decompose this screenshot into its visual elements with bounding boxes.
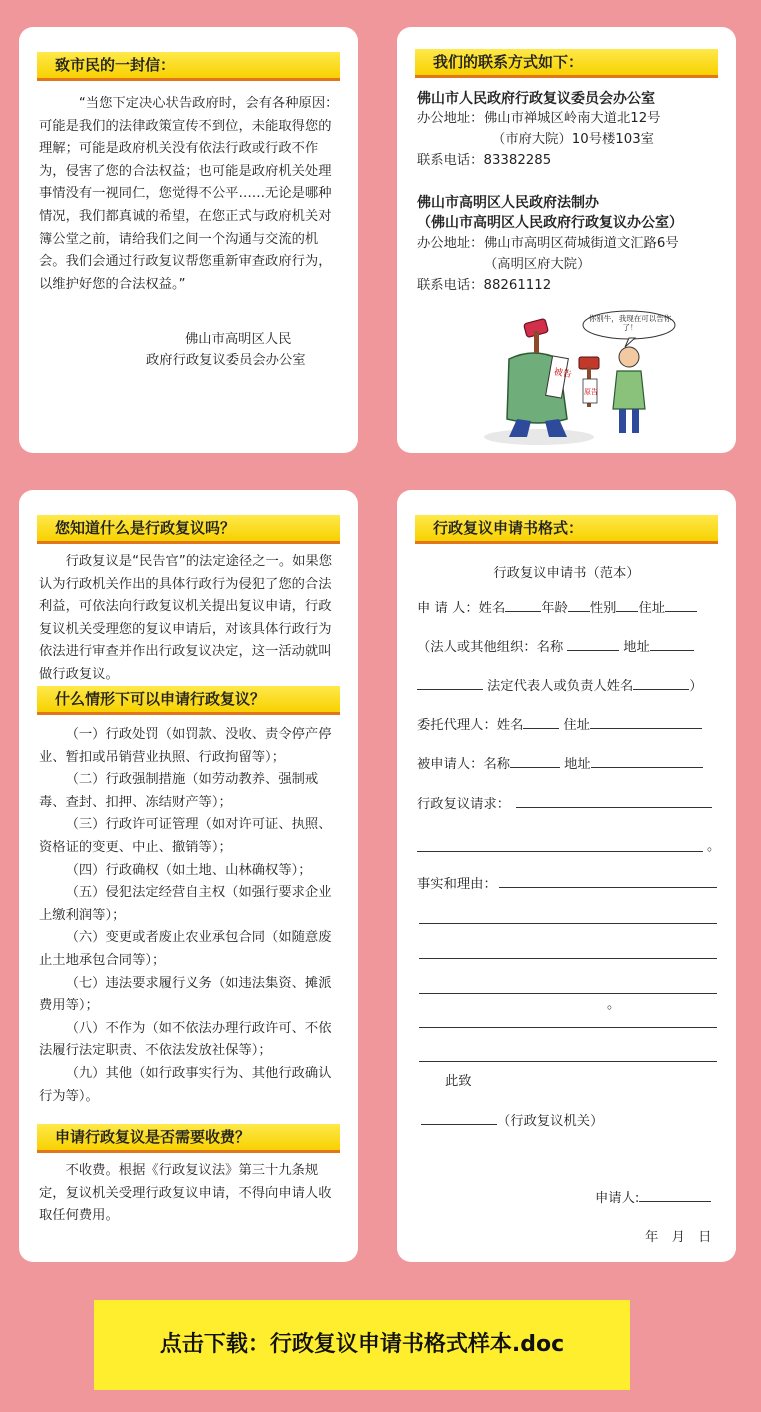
info-para-1: 行政复议是“民告官”的法定途径之一。如果您认为行政机关作出的具体行政行为侵犯了您的合法利益，可依法向行政复议机关提出复议申请，行政复议机关受理您的复议申请后，对该具体行政行为依法进行审查并作出行政复议决定，这一活动就叫做行政复议。 [39,554,333,682]
contact-addr-2b: （高明区府大院） [484,257,591,272]
form-facts-line [419,1027,717,1028]
info-para-3: 不收费。根据《行政复议法》第三十九条规定，复议机关受理行政复议申请，不得向申请人收取任何费用。 [39,1163,332,1224]
info-item: （二）行政强制措施（如劳动教养、强制戒毒、查封、扣押、冻结财产等）； [39,772,319,810]
form-cizhi: 此致 [445,1074,472,1089]
letter-card [19,27,358,453]
letter-title: 致市民的一封信： [37,52,340,81]
download-link[interactable]: 点击下载：行政复议申请书格式样本.doc [94,1300,630,1390]
form-doc-title: 行政复议申请书（范本） [493,566,640,581]
info-items [39,724,339,1108]
form-row-rep [417,675,716,694]
form-request-period: 。 [707,839,721,854]
form-applicant-label: 申 请 人：姓名 [417,601,506,616]
info-item: （四）行政确权（如土地、山林确权等）； [65,862,312,878]
info-title-1: 您知道什么是行政复议吗？ [37,515,340,544]
info-item: （三）行政许可证管理（如对许可证、执照、资格证的变更、中止、撤销等）； [39,817,332,855]
form-row-respondent [417,753,716,772]
form-blank [567,636,619,651]
form-request-label: 行政复议请求： [417,797,511,812]
form-blank [650,636,694,651]
form-row-legal [417,636,716,655]
form-facts-line [419,993,717,994]
info-title-2: 什么情形下可以申请行政复议？ [37,686,340,715]
contact-addr-label-1: 办公地址： [417,111,484,126]
form-blank [421,1110,497,1125]
form-age-label: 年龄 [541,601,568,616]
form-row-facts [417,873,716,892]
form-blank [505,597,541,612]
contact-addr-1b: （市府大院）10号楼103室 [492,132,654,147]
contact-addr-label-2: 办公地址： [417,236,484,251]
form-resp-addr-label: 地址 [564,757,591,772]
info-item: （五）侵犯法定经营自主权（如强行要求企业上缴利润等）； [39,885,332,923]
form-agent-label: 委托代理人：姓名 [417,718,524,733]
cartoon-sign-left: 被告 [552,367,573,381]
form-address-label: 住址 [638,601,666,616]
form-rep-close: ） [689,679,703,694]
form-blank [510,753,560,768]
form-blank [591,753,703,768]
info-card [19,490,358,1262]
contact-org-1: 佛山市人民政府行政复议委员会办公室 [417,91,655,107]
info-item: （六）变更或者废止农业承包合同（如随意废止土地承包合同等）； [39,930,332,968]
form-facts-line [419,923,717,924]
form-agent-addr-label: 住址 [563,718,590,733]
form-blank [590,714,702,729]
form-blank [633,675,689,690]
letter-sign-2: 政府行政复议委员会办公室 [146,353,306,368]
form-title: 行政复议申请书格式： [415,515,718,544]
form-organ-label: （行政复议机关） [497,1114,604,1129]
form-respondent-label: 被申请人：名称 [417,757,511,772]
letter-body: “当您下定决心状告政府时，会有各种原因：可能是我们的法律政策宣传不到位，未能取得您的理解；可能是政府机关没有依法行政或行政不作为，侵害了您的合法权益；也可能是政府机关处理事情没有一视同仁，您觉得不公平……无论是哪种情况，我们都真诚的希望，在您正式与政府机关对簿公堂之前，请给我们之间一个沟通与交流的机会。我们会通过行政复议帮您重新审查政府行为，以维护好您的合法权益。” [39,96,339,292]
form-card [397,490,736,1262]
info-title-3: 申请行政复议是否需要收费？ [37,1124,340,1153]
contact-addr-2a: 佛山市高明区荷城街道文汇路6号 [484,236,679,251]
form-facts-line [419,1061,717,1062]
contact-phone-2: 联系电话：88261112 [417,278,552,293]
info-item: （七）违法要求履行义务（如违法集资、摊派费用等）； [39,975,332,1014]
form-blank [516,793,712,808]
form-facts-period: 。 [607,997,621,1012]
form-gender-label: 性别 [589,601,617,616]
form-rep-label: 法定代表人或负责人姓名 [487,679,634,694]
contact-title: 我们的联系方式如下： [415,49,718,78]
form-legal-addr-label: 地址 [623,640,650,655]
contact-addr-1a: 佛山市禅城区岭南大道北12号 [484,111,661,126]
contact-org-2b: （佛山市高明区人民政府行政复议办公室） [417,215,683,231]
form-row-agent [417,714,716,733]
form-blank [499,873,717,888]
form-row-signer [595,1187,716,1206]
contact-card [397,27,736,453]
form-legal-label: （法人或其他组织：名称 [417,640,564,655]
form-facts-line [419,958,717,959]
form-blank [568,597,590,612]
form-row-organ [421,1110,716,1129]
info-item: （九）其他（如行政事实行为、其他行政确认行为等）。 [39,1065,332,1104]
form-blank [616,597,638,612]
cartoon-illustration [479,309,679,449]
form-blank [665,597,697,612]
letter-sign-1: 佛山市高明区人民 [185,332,292,347]
form-request-line [417,851,703,852]
form-signer-label: 申请人: [595,1191,640,1206]
form-date: 年 月 日 [645,1230,712,1245]
form-facts-label: 事实和理由： [417,877,497,892]
form-row-request [417,793,716,812]
info-item: （八）不作为（如不依法办理行政许可、不依法履行法定职责、不依法发放社保等）； [39,1020,332,1059]
form-blank [523,714,559,729]
contact-org-2a: 佛山市高明区人民政府法制办 [417,195,599,211]
contact-phone-1: 联系电话：83382285 [417,153,552,168]
form-row-applicant [417,597,716,616]
form-blank [639,1187,711,1202]
form-blank [417,675,483,690]
cartoon-speech: 你别牛，我现在可以告你了！ [588,314,672,332]
cartoon-sign-right: 原告 [584,388,598,396]
info-item: （一）行政处罚（如罚款、没收、责令停产停业、暂扣或吊销营业执照、行政拘留等）； [39,727,332,765]
